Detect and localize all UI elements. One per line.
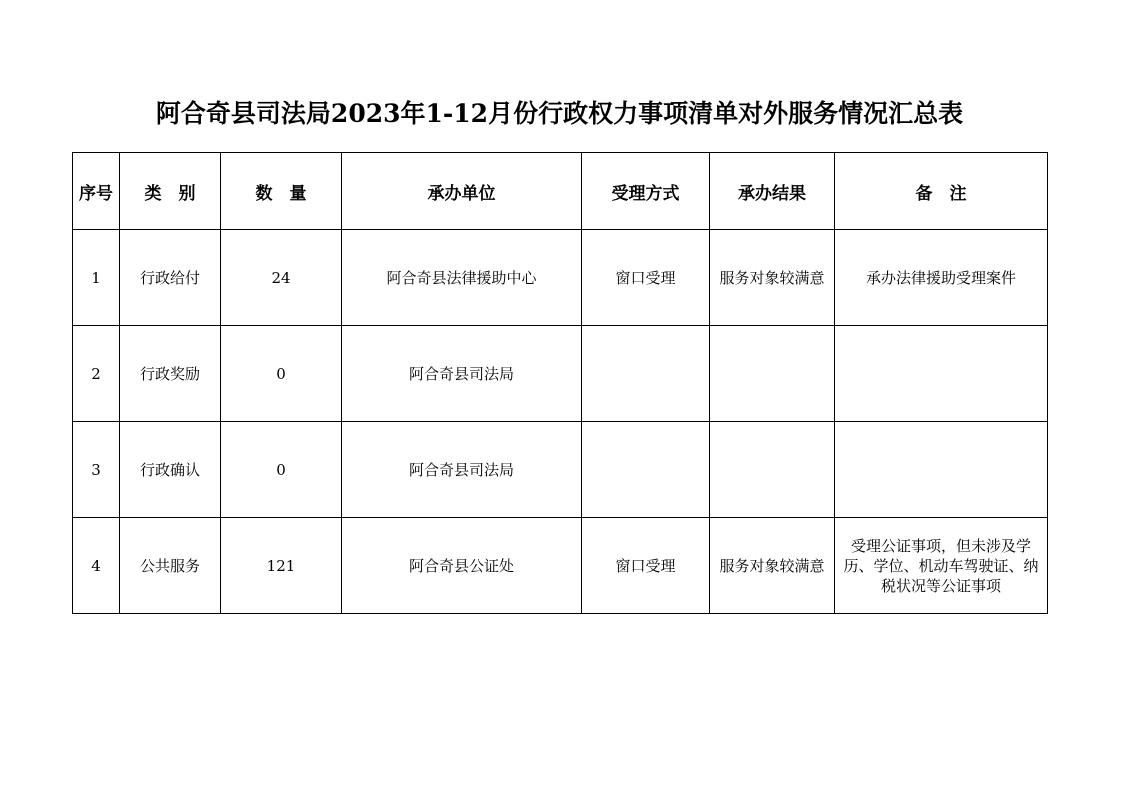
cell-result bbox=[710, 326, 835, 422]
header-remark: 备 注 bbox=[835, 153, 1048, 230]
cell-quantity: 0 bbox=[221, 326, 342, 422]
cell-result bbox=[710, 422, 835, 518]
cell-method: 窗口受理 bbox=[582, 230, 710, 326]
cell-quantity: 121 bbox=[221, 518, 342, 614]
table-row bbox=[73, 518, 1048, 614]
cell-category: 行政给付 bbox=[120, 230, 221, 326]
cell-category: 公共服务 bbox=[120, 518, 221, 614]
header-seq: 序号 bbox=[73, 153, 120, 230]
cell-result: 服务对象较满意 bbox=[710, 230, 835, 326]
cell-result: 服务对象较满意 bbox=[710, 518, 835, 614]
cell-unit: 阿合奇县公证处 bbox=[342, 518, 582, 614]
cell-remark bbox=[835, 326, 1048, 422]
table-row bbox=[73, 230, 1048, 326]
cell-category: 行政确认 bbox=[120, 422, 221, 518]
cell-unit: 阿合奇县法律援助中心 bbox=[342, 230, 582, 326]
header-category: 类 别 bbox=[120, 153, 221, 230]
cell-method bbox=[582, 326, 710, 422]
cell-remark: 受理公证事项，但未涉及学历、学位、机动车驾驶证、纳税状况等公证事项 bbox=[835, 518, 1048, 614]
cell-seq: 4 bbox=[73, 518, 120, 614]
cell-quantity: 24 bbox=[221, 230, 342, 326]
header-result: 承办结果 bbox=[710, 153, 835, 230]
cell-method bbox=[582, 422, 710, 518]
table-header-row bbox=[73, 153, 1048, 230]
document-title: 阿合奇县司法局2023年1-12月份行政权力事项清单对外服务情况汇总表 bbox=[155, 99, 964, 128]
header-unit: 承办单位 bbox=[342, 153, 582, 230]
cell-category: 行政奖励 bbox=[120, 326, 221, 422]
header-method: 受理方式 bbox=[582, 153, 710, 230]
header-quantity: 数 量 bbox=[221, 153, 342, 230]
summary-table bbox=[72, 152, 1048, 614]
cell-seq: 2 bbox=[73, 326, 120, 422]
cell-quantity: 0 bbox=[221, 422, 342, 518]
table-row bbox=[73, 422, 1048, 518]
cell-remark bbox=[835, 422, 1048, 518]
cell-unit: 阿合奇县司法局 bbox=[342, 326, 582, 422]
cell-seq: 3 bbox=[73, 422, 120, 518]
cell-unit: 阿合奇县司法局 bbox=[342, 422, 582, 518]
table-row bbox=[73, 326, 1048, 422]
cell-remark: 承办法律援助受理案件 bbox=[835, 230, 1048, 326]
cell-method: 窗口受理 bbox=[582, 518, 710, 614]
cell-seq: 1 bbox=[73, 230, 120, 326]
